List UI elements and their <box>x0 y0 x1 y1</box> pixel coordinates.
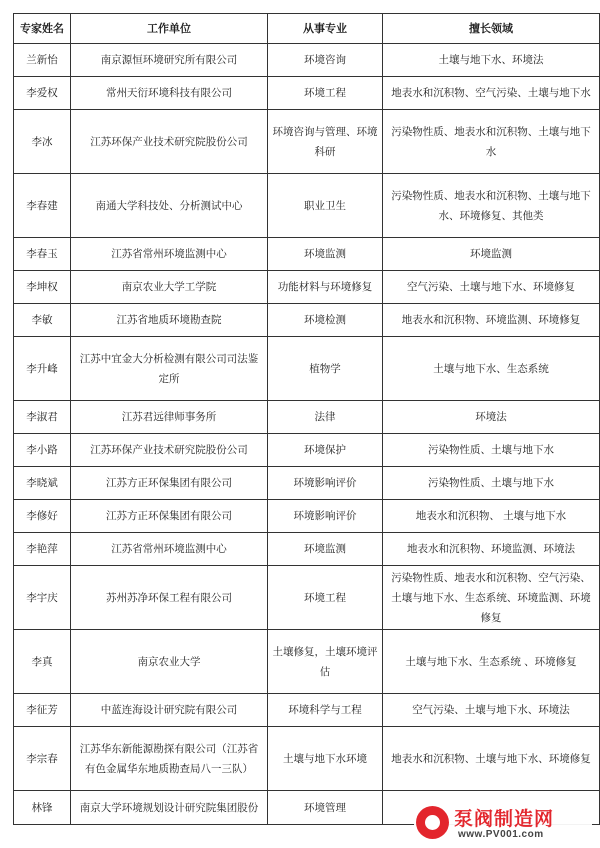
major: 植物学 <box>268 337 383 401</box>
major: 环境监测 <box>268 238 383 271</box>
expert-name: 李春建 <box>14 174 71 238</box>
work-unit: 江苏省常州环境监测中心 <box>71 238 268 271</box>
table-row <box>14 630 600 694</box>
expertise-field: 环境法 <box>383 401 600 434</box>
expert-name: 李小路 <box>14 434 71 467</box>
table-row <box>14 110 600 174</box>
table-row <box>14 401 600 434</box>
expert-name: 李敏 <box>14 304 71 337</box>
work-unit: 江苏方正环保集团有限公司 <box>71 467 268 500</box>
expert-name: 李修好 <box>14 500 71 533</box>
major: 环境科学与工程 <box>268 694 383 727</box>
expertise-field: 土壤与地下水、生态系统 、环境修复 <box>383 630 600 694</box>
major: 环境监测 <box>268 533 383 566</box>
major: 功能材料与环境修复 <box>268 271 383 304</box>
work-unit: 江苏环保产业技术研究院股份公司 <box>71 110 268 174</box>
table-row <box>14 467 600 500</box>
work-unit: 苏州苏净环保工程有限公司 <box>71 566 268 630</box>
header-unit: 工作单位 <box>71 14 268 44</box>
major: 环境检测 <box>268 304 383 337</box>
table-row <box>14 694 600 727</box>
expertise-field: 土壤与地下水、环境法 <box>383 44 600 77</box>
work-unit: 南京农业大学 <box>71 630 268 694</box>
expertise-field: 地表水和沉积物、环境监测、环境修复 <box>383 304 600 337</box>
work-unit: 江苏省地质环境勘查院 <box>71 304 268 337</box>
header-row <box>14 14 600 44</box>
work-unit: 江苏君远律师事务所 <box>71 401 268 434</box>
table-row <box>14 271 600 304</box>
major: 法律 <box>268 401 383 434</box>
table-row <box>14 434 600 467</box>
table-row <box>14 77 600 110</box>
work-unit: 江苏方正环保集团有限公司 <box>71 500 268 533</box>
major: 环境保护 <box>268 434 383 467</box>
table-row <box>14 727 600 791</box>
expertise-field: 地表水和沉积物、土壤与地下水、环境修复 <box>383 727 600 791</box>
table-row <box>14 174 600 238</box>
expertise-field: 环境监测 <box>383 238 600 271</box>
expert-name: 李征芳 <box>14 694 71 727</box>
expert-name: 李春玉 <box>14 238 71 271</box>
watermark-title: 泵阀制造网 <box>454 808 555 830</box>
expert-name: 兰新怡 <box>14 44 71 77</box>
expertise-field: 污染物性质、地表水和沉积物、空气污染、土壤与地下水、生态系统、环境监测、环境修复 <box>383 566 600 630</box>
brand-logo-icon <box>416 806 449 839</box>
work-unit: 中蓝连海设计研究院有限公司 <box>71 694 268 727</box>
table-row <box>14 238 600 271</box>
work-unit: 常州天衍环境科技有限公司 <box>71 77 268 110</box>
expertise-field: 污染物性质、土壤与地下水 <box>383 434 600 467</box>
expertise-field: 空气污染、土壤与地下水、环境法 <box>383 694 600 727</box>
table-row <box>14 304 600 337</box>
expertise-field: 地表水和沉积物、 土壤与地下水 <box>383 500 600 533</box>
table-row <box>14 44 600 77</box>
table-row <box>14 533 600 566</box>
major: 环境工程 <box>268 566 383 630</box>
work-unit: 江苏华东新能源勘探有限公司（江苏省有色金属华东地质勘查局八一三队） <box>71 727 268 791</box>
expert-name: 李艳萍 <box>14 533 71 566</box>
expert-name: 李爱权 <box>14 77 71 110</box>
table-row <box>14 500 600 533</box>
expert-name: 李宇庆 <box>14 566 71 630</box>
major: 环境影响评价 <box>268 500 383 533</box>
header-major: 从事专业 <box>268 14 383 44</box>
work-unit: 南京农业大学工学院 <box>71 271 268 304</box>
work-unit: 南通大学科技处、分析测试中心 <box>71 174 268 238</box>
work-unit: 南京源恒环境研究所有限公司 <box>71 44 268 77</box>
work-unit: 江苏中宜金大分析检测有限公司司法鉴定所 <box>71 337 268 401</box>
expertise-field: 污染物性质、地表水和沉积物、土壤与地下水、环境修复、其他类 <box>383 174 600 238</box>
expert-name: 林锋 <box>14 791 71 825</box>
expert-name: 李淑君 <box>14 401 71 434</box>
header-name: 专家姓名 <box>14 14 71 44</box>
work-unit: 江苏省常州环境监测中心 <box>71 533 268 566</box>
expertise-field: 污染物性质、地表水和沉积物、土壤与地下水 <box>383 110 600 174</box>
work-unit: 江苏环保产业技术研究院股份公司 <box>71 434 268 467</box>
expert-name: 李宗春 <box>14 727 71 791</box>
watermark-url: www.PV001.com <box>458 829 544 840</box>
watermark <box>414 804 592 842</box>
expertise-field: 地表水和沉积物、环境监测、环境法 <box>383 533 600 566</box>
expertise-field: 土壤与地下水、生态系统 <box>383 337 600 401</box>
expertise-field: 地表水和沉积物、空气污染、土壤与地下水 <box>383 77 600 110</box>
expertise-field: 污染物性质、土壤与地下水 <box>383 467 600 500</box>
major: 环境管理 <box>268 791 383 825</box>
major: 环境咨询与管理、环境科研 <box>268 110 383 174</box>
major: 环境咨询 <box>268 44 383 77</box>
major: 环境工程 <box>268 77 383 110</box>
expertise-field: 空气污染、土壤与地下水、环境修复 <box>383 271 600 304</box>
major: 环境影响评价 <box>268 467 383 500</box>
major: 职业卫生 <box>268 174 383 238</box>
expert-name: 李晓斌 <box>14 467 71 500</box>
experts-table <box>13 13 600 825</box>
header-field: 擅长领域 <box>383 14 600 44</box>
expert-name: 李冰 <box>14 110 71 174</box>
expert-name: 李升峰 <box>14 337 71 401</box>
table-row <box>14 337 600 401</box>
major: 土壤与地下水环境 <box>268 727 383 791</box>
expert-name: 李真 <box>14 630 71 694</box>
work-unit: 南京大学环境规划设计研究院集团股份 <box>71 791 268 825</box>
expert-name: 李坤权 <box>14 271 71 304</box>
major: 土壤修复，土壤环境评估 <box>268 630 383 694</box>
table-row <box>14 566 600 630</box>
